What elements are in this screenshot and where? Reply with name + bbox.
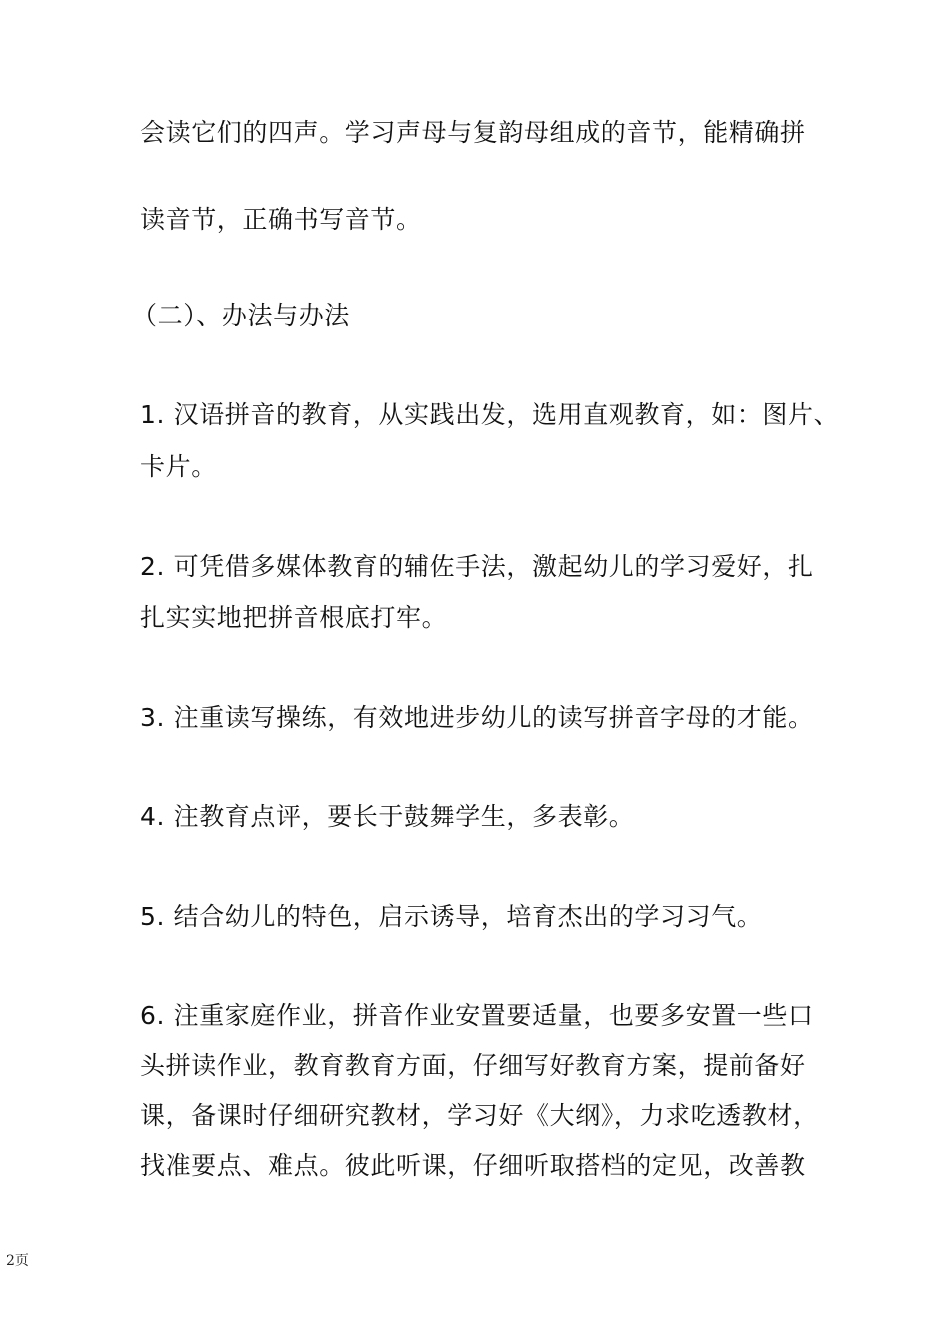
- section-heading: （二）、办法与办法: [132, 301, 350, 330]
- text-line: 头拼读作业，教育教育方面，仔细写好教育方案，提前备好: [140, 1051, 806, 1080]
- text-line: 会读它们的四声。学习声母与复韵母组成的音节，能精确拼: [140, 118, 806, 147]
- text-line: 卡片。: [140, 452, 217, 481]
- text-line: 读音节，正确书写音节。: [140, 205, 422, 234]
- text-line: 课，备课时仔细研究教材，学习好《大纲》，力求吃透教材，: [140, 1101, 819, 1130]
- text-line: 6. 注重家庭作业，拼音作业安置要适量，也要多安置一些口: [140, 1001, 814, 1030]
- text-line: 扎实实地把拼音根底打牢。: [140, 603, 448, 632]
- page-number: 2页: [6, 1253, 29, 1269]
- text-line: 4. 注教育点评，要长于鼓舞学生，多表彰。: [140, 802, 635, 831]
- text-line: 3. 注重读写操练，有效地进步幼儿的读写拼音字母的才能。: [140, 703, 814, 732]
- text-line: 5. 结合幼儿的特色，启示诱导，培育杰出的学习习气。: [140, 902, 763, 931]
- text-line: 1. 汉语拼音的教育，从实践出发，选用直观教育，如：图片、: [140, 400, 840, 429]
- text-line: 2. 可凭借多媒体教育的辅佐手法，激起幼儿的学习爱好，扎: [140, 552, 814, 581]
- text-line: 找准要点、难点。彼此听课，仔细听取搭档的定见，改善教: [140, 1151, 806, 1180]
